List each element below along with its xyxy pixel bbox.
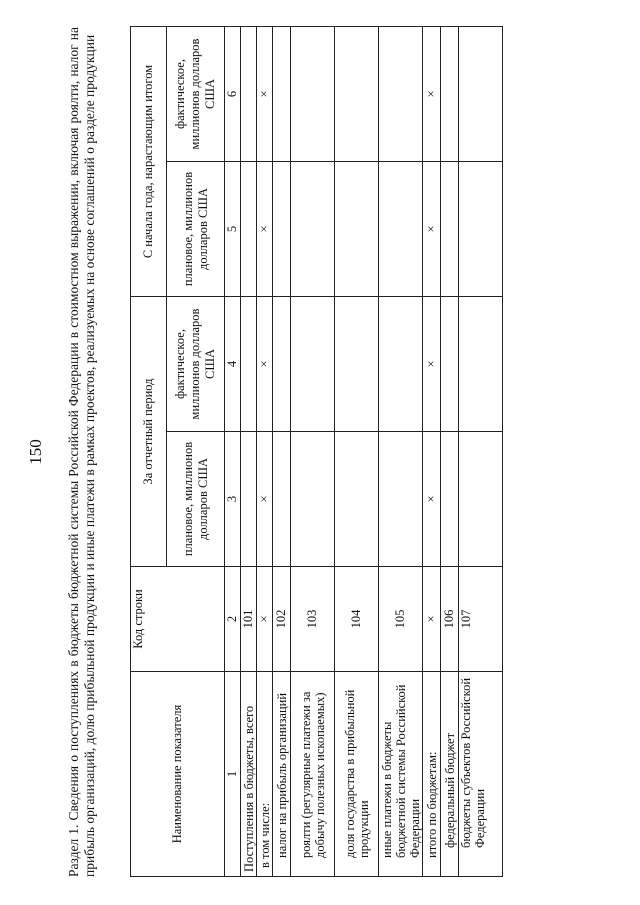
table-row (459, 27, 503, 877)
cell (441, 162, 459, 297)
header-period-actual: фактическое, миллионов долларов США (167, 297, 225, 432)
cell (459, 297, 503, 432)
row-name: Поступления в бюджеты, всего (241, 672, 257, 877)
col-number: 4 (225, 297, 241, 432)
row-name: федеральный бюджет (441, 672, 459, 877)
cell (291, 27, 335, 162)
header-code: Код строки (131, 567, 225, 672)
page-number: 150 (26, 439, 45, 465)
rotated-content (20, 17, 620, 887)
cell (379, 432, 423, 567)
col-number: 6 (225, 27, 241, 162)
table-row (335, 27, 379, 877)
column-numbers-row (225, 27, 241, 877)
cell (459, 432, 503, 567)
header-ytd: С начала года, нарастающим итогом (131, 27, 167, 297)
cell: × (423, 27, 441, 162)
cell (291, 432, 335, 567)
row-code: 103 (291, 567, 335, 672)
row-name: доля государства в прибыльной продукции (335, 672, 379, 877)
table-row (441, 27, 459, 877)
cell (459, 27, 503, 162)
cell (379, 27, 423, 162)
cell: × (257, 162, 273, 297)
budget-receipts-table (130, 26, 503, 877)
cell (273, 162, 291, 297)
row-code: 102 (273, 567, 291, 672)
cell (241, 162, 257, 297)
row-name: роялти (регулярные платежи за добычу полезных ископаемых) (291, 672, 335, 877)
col-number: 3 (225, 432, 241, 567)
row-name: налог на прибыль организаций (273, 672, 291, 877)
table-row (273, 27, 291, 877)
row-code: 107 (459, 567, 503, 672)
col-number: 2 (225, 567, 241, 672)
cell (335, 27, 379, 162)
header-indicator: Наименование показателя (131, 672, 225, 877)
table-row (257, 27, 273, 877)
cell (273, 432, 291, 567)
header-period: За отчетный период (131, 297, 167, 567)
cell: × (257, 27, 273, 162)
cell (241, 27, 257, 162)
cell (241, 297, 257, 432)
cell (241, 432, 257, 567)
row-name: в том числе: (257, 672, 273, 877)
row-code: 101 (241, 567, 257, 672)
row-code: × (423, 567, 441, 672)
cell (335, 297, 379, 432)
cell (335, 162, 379, 297)
cell: × (423, 432, 441, 567)
cell (441, 297, 459, 432)
row-code: 106 (441, 567, 459, 672)
cell (459, 162, 503, 297)
table-row (291, 27, 335, 877)
cell (291, 162, 335, 297)
cell (291, 297, 335, 432)
cell: × (423, 297, 441, 432)
cell: × (423, 162, 441, 297)
cell (273, 27, 291, 162)
row-code: × (257, 567, 273, 672)
row-name: бюджеты субъектов Российской Федерации (459, 672, 503, 877)
table-row (379, 27, 423, 877)
section-heading: Раздел 1. Сведения о поступлениях в бюджеты бюджетной системы Российской Федерации в стоимостном выражении, включая роялти, налог на прибыль организаций, долю прибыльной продукции и иные платежи в рамках проектов, реализуемых на основе соглашений о разделе продукции (66, 27, 97, 877)
row-name: иные платежи в бюджеты бюджетной системы Российской Федерации (379, 672, 423, 877)
cell (335, 432, 379, 567)
row-code: 105 (379, 567, 423, 672)
cell (441, 432, 459, 567)
cell (379, 162, 423, 297)
row-code: 104 (335, 567, 379, 672)
cell (273, 297, 291, 432)
row-name: итого по бюджетам: (423, 672, 441, 877)
header-ytd-planned: плановое, миллионов долларов США (167, 162, 225, 297)
cell (441, 27, 459, 162)
table-row (423, 27, 441, 877)
col-number: 1 (225, 672, 241, 877)
cell (379, 297, 423, 432)
cell: × (257, 297, 273, 432)
header-ytd-actual: фактическое, миллионов долларов США (167, 27, 225, 162)
col-number: 5 (225, 162, 241, 297)
header-period-planned: плановое, миллионов долларов США (167, 432, 225, 567)
table-row (241, 27, 257, 877)
cell: × (257, 432, 273, 567)
